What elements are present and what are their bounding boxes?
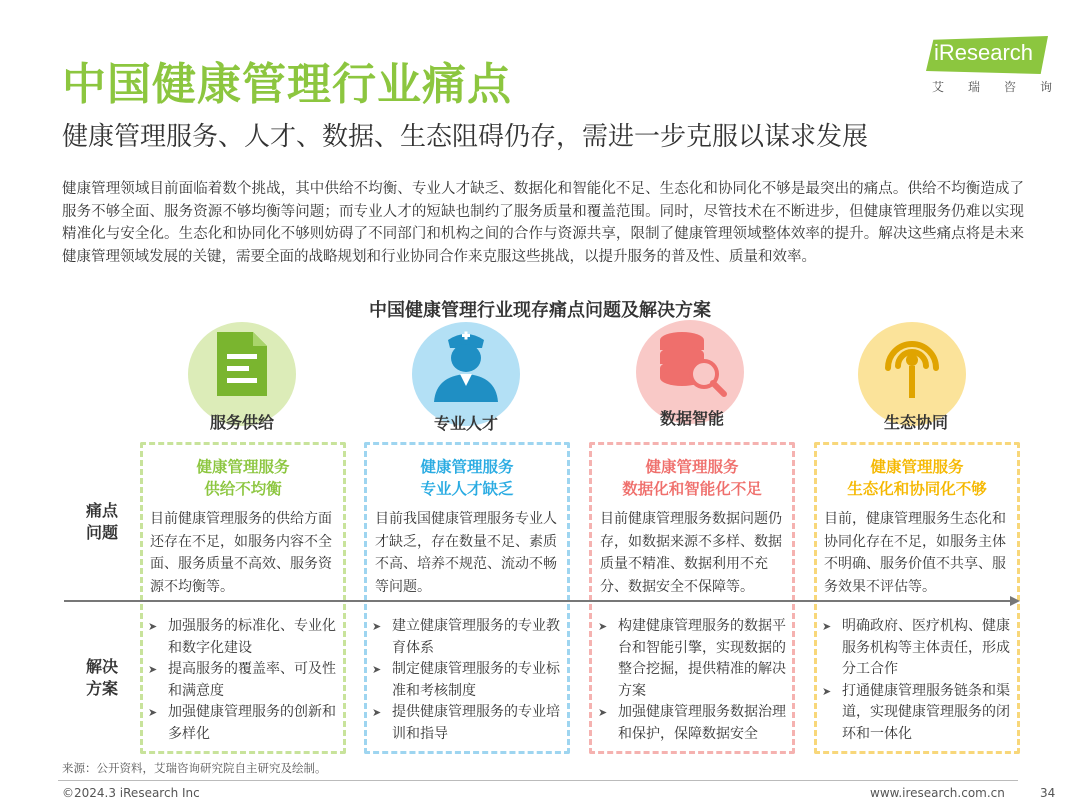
column-heading-line: 健康管理服务: [645, 458, 739, 476]
bullet-arrow-icon: ➤: [148, 706, 158, 719]
page-subtitle: 健康管理服务、人才、数据、生态阻碍仍存，需进一步克服以谋求发展: [62, 122, 869, 152]
solution-list-1: [148, 616, 344, 745]
solution-item: ➤ 提供健康管理服务的专业培训和指导: [372, 702, 568, 745]
divider-arrow-line: [64, 600, 1012, 602]
bullet-arrow-icon: ➤: [372, 620, 382, 633]
solution-item: ➤ 加强健康管理服务数据治理和保护，保障数据安全: [598, 702, 794, 745]
column-heading-line: 健康管理服务: [870, 458, 964, 476]
pain-text-1: 目前健康管理服务的供给方面还存在不足，如服务内容不全面、服务质量不高效、服务资源不均衡等。: [150, 511, 332, 595]
logo-cn-char: 咨: [1003, 80, 1016, 94]
pain-text-2: 目前我国健康管理服务专业人才缺乏，存在数量不足、素质不高、培养不规范、流动不畅等问题。: [375, 511, 557, 595]
page-number: 34: [1040, 786, 1056, 800]
column-heading-line: 专业人才缺乏: [420, 480, 514, 498]
solution-item: ➤ 打通健康管理服务链条和渠道，实现健康管理服务的闭环和一体化: [822, 681, 1018, 746]
logo-cn-char: 询: [1039, 80, 1052, 94]
category-label-2: 专业人才: [433, 414, 498, 433]
page-title: 中国健康管理行业痛点: [62, 59, 512, 110]
diagram-title: 中国健康管理行业现存痛点问题及解决方案: [369, 300, 711, 321]
column-heading-3: [589, 456, 795, 500]
column-heading-line: 健康管理服务: [420, 458, 514, 476]
solution-item: ➤ 提高服务的覆盖率、可及性和满意度: [148, 659, 344, 702]
document-icon: [213, 330, 271, 398]
bullet-arrow-icon: ➤: [372, 706, 382, 719]
logo-cn-char: 瑞: [967, 80, 980, 94]
solution-item: ➤ 构建健康管理服务的数据平台和智能引擎，实现数据的整合挖掘，提供精准的解决方案: [598, 616, 794, 702]
solution-item: ➤ 制定健康管理服务的专业标准和考核制度: [372, 659, 568, 702]
bullet-arrow-icon: ➤: [822, 620, 832, 633]
column-heading-line: 数据化和智能化不足: [622, 480, 762, 498]
solution-list-4: [822, 616, 1018, 745]
column-heading-line: 供给不均衡: [204, 480, 282, 498]
row-label-pain: 痛点问题: [85, 501, 118, 542]
intro-paragraph: 健康管理领域目前面临着数个挑战，其中供给不均衡、专业人才缺乏、数据化和智能化不足、生态化和协同化不够是最突出的痛点。供给不均衡造成了服务不够全面、服务资源不够均衡等问题；而专业人才的短缺也制约了服务质量和覆盖范围。同时，尽管技术在不断进步，但健康管理服务仍难以实现精准化与安全化。生态化和协同化不够则妨碍了不同部门和机构之间的合作与资源共享，限制了健康管理领域整体效率的提升。解决这些痛点将是未来健康管理领域发展的关键，需要全面的战略规划和行业协同合作来克服这些挑战，以提升服务的普及性、质量和效率。: [62, 181, 1024, 265]
solution-list-2: [372, 616, 568, 745]
bullet-arrow-icon: ➤: [598, 706, 608, 719]
category-label-4: 生态协同: [883, 413, 948, 432]
bullet-arrow-icon: ➤: [598, 620, 608, 633]
source-note: 来源：公开资料，艾瑞咨询研究院自主研究及绘制。: [62, 761, 327, 775]
logo-cn-char: 艾: [932, 80, 945, 94]
solution-item: ➤ 加强健康管理服务的创新和多样化: [148, 702, 344, 745]
column-heading-2: [364, 456, 570, 500]
bullet-arrow-icon: ➤: [822, 684, 832, 698]
iresearch-logo: [926, 36, 1052, 100]
logo-cn-text: [932, 78, 1052, 95]
column-heading-line: 生态化和协同化不够: [847, 480, 987, 498]
column-heading-1: [140, 456, 346, 500]
broadcast-icon: [878, 330, 946, 400]
bullet-arrow-icon: ➤: [148, 663, 158, 676]
bullet-arrow-icon: ➤: [148, 620, 158, 633]
footer-divider: [58, 780, 1018, 781]
solution-list-3: [598, 616, 794, 745]
database-search-icon: [656, 330, 728, 398]
category-label-1: 服务供给: [209, 413, 274, 432]
solution-item: ➤ 加强服务的标准化、专业化和数字化建设: [148, 616, 344, 659]
doctor-icon: [426, 326, 506, 402]
logo-text: iResearch: [934, 40, 1034, 65]
column-heading-line: 健康管理服务: [196, 458, 290, 476]
solution-item: ➤ 明确政府、医疗机构、健康服务机构等主体责任，形成分工合作: [822, 616, 1018, 681]
pain-text-4: 目前，健康管理服务生态化和协同化存在不足，如服务主体不明确、服务价值不共享、服务效果不评估等。: [824, 511, 1006, 595]
category-label-3: 数据智能: [659, 409, 724, 428]
pain-text-3: 目前健康管理服务数据问题仍存，如数据来源不多样、数据质量不精准、数据利用不充分、数据安全不保障等。: [600, 511, 782, 595]
website-link[interactable]: www.iresearch.com.cn: [870, 786, 1005, 800]
row-label-solution: 解决方案: [85, 657, 118, 698]
bullet-arrow-icon: ➤: [372, 663, 382, 676]
column-heading-4: [814, 456, 1020, 500]
solution-item: ➤ 建立健康管理服务的专业教育体系: [372, 616, 568, 659]
arrow-head-icon: [1010, 596, 1020, 606]
copyright: ©2024.3 iResearch Inc: [62, 786, 200, 800]
